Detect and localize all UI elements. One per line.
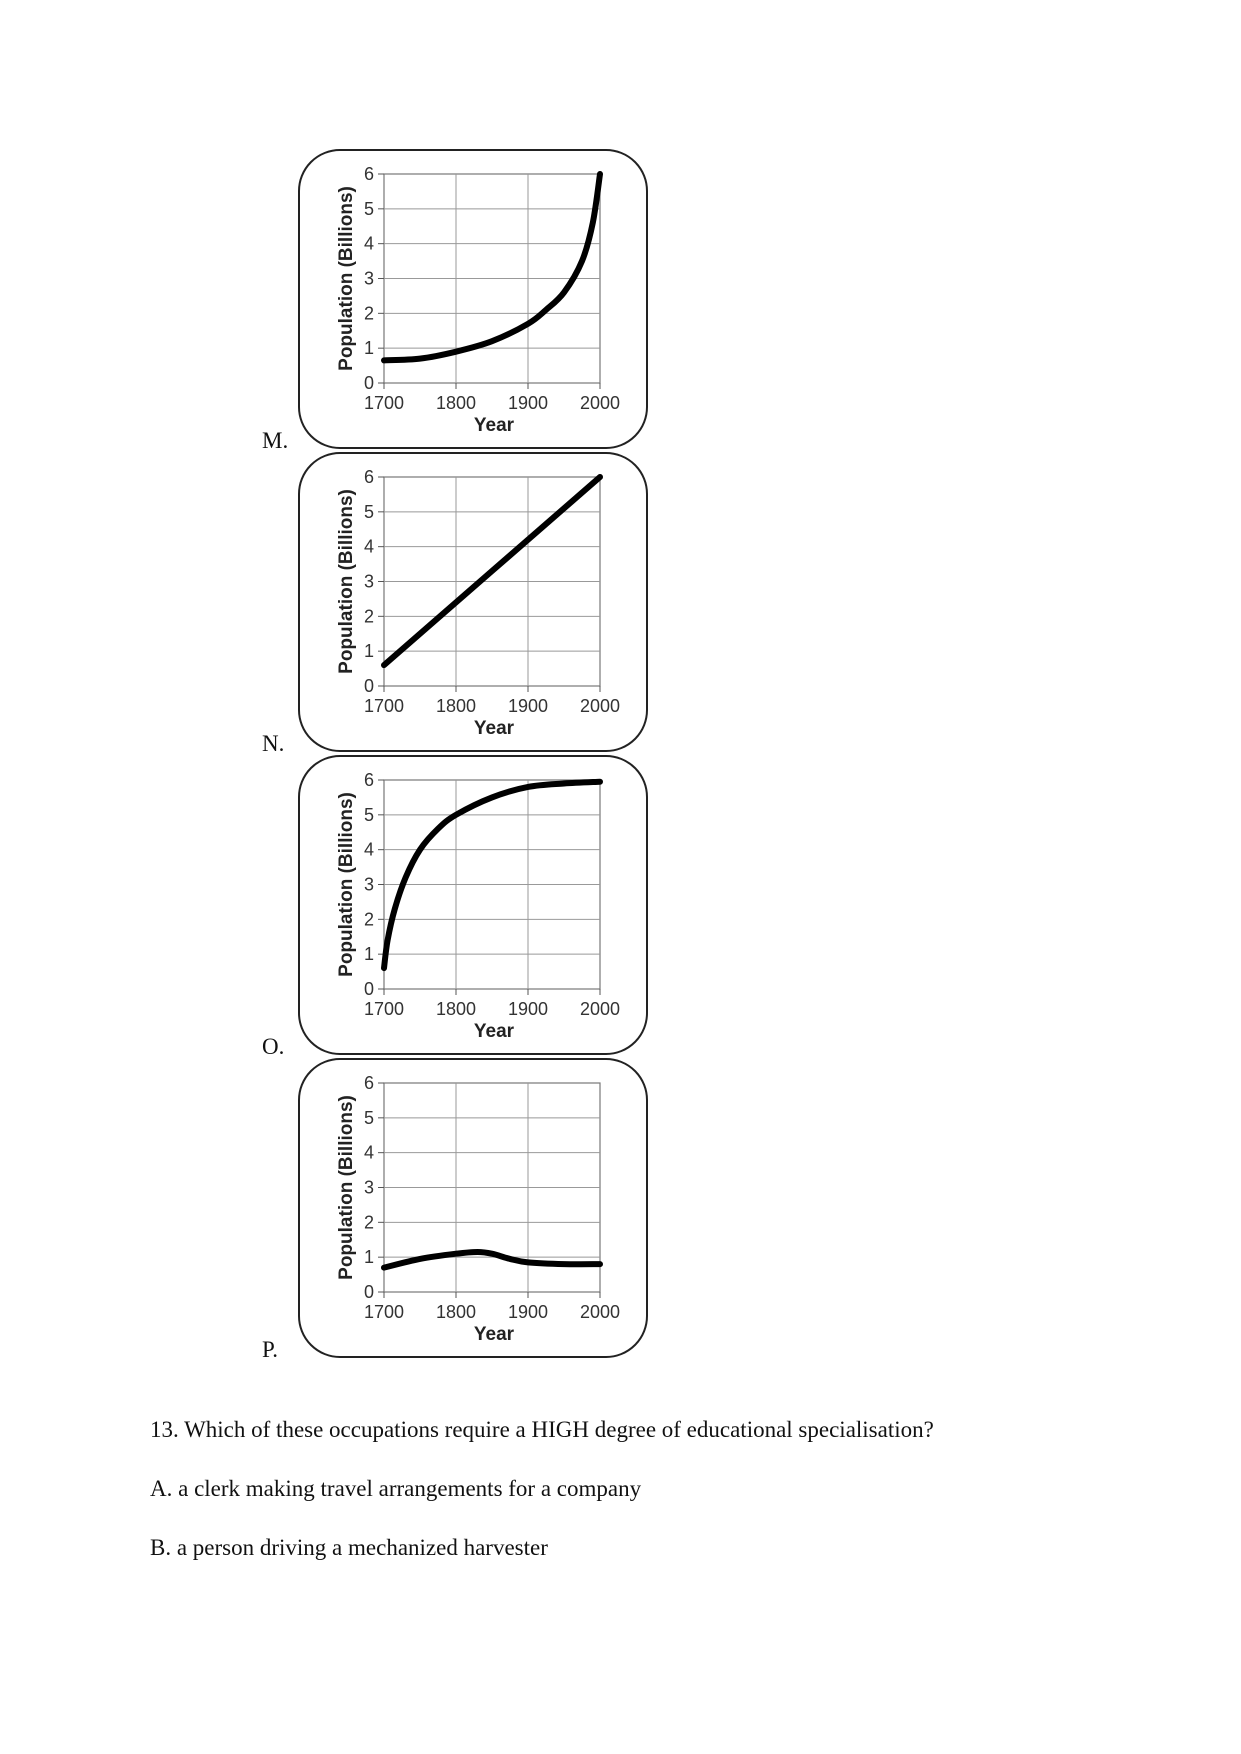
population-line (384, 174, 600, 360)
x-tick-label: 1700 (363, 999, 405, 1019)
y-tick-label: 4 (363, 233, 374, 254)
x-axis-title: Year (473, 1324, 515, 1345)
y-tick-label: 1 (363, 1247, 374, 1268)
x-tick-label: 1800 (435, 1302, 477, 1322)
option-label-m: M. (262, 428, 289, 453)
y-tick-label: 6 (363, 1073, 374, 1093)
y-tick-label: 1 (363, 641, 374, 662)
y-tick-label: 1 (363, 944, 374, 965)
chart-panel-m (298, 149, 648, 449)
chart-panel-n (298, 452, 648, 752)
x-tick-label: 2000 (579, 696, 621, 716)
chart-p (300, 1060, 650, 1360)
y-tick-label: 6 (363, 467, 374, 487)
x-tick-label: 1800 (435, 999, 477, 1019)
question-text: 13. Which of these occupations require a HIGH degree of educational specialisation? (150, 1417, 934, 1442)
chart-m (300, 151, 650, 451)
x-tick-label: 1900 (507, 696, 549, 716)
y-tick-label: 2 (363, 606, 374, 627)
chart-panel-o (298, 755, 648, 1055)
x-axis-title: Year (473, 415, 515, 436)
y-tick-label: 4 (363, 1142, 374, 1163)
y-tick-label: 2 (363, 909, 374, 930)
x-tick-label: 2000 (579, 999, 621, 1019)
y-tick-label: 5 (363, 501, 374, 522)
y-tick-label: 0 (363, 979, 374, 999)
chart-n (300, 454, 650, 754)
y-tick-label: 2 (363, 303, 374, 324)
option-label-n: N. (262, 731, 285, 756)
x-tick-label: 2000 (579, 393, 621, 413)
population-line (384, 1252, 600, 1268)
y-tick-label: 2 (363, 1212, 374, 1233)
answer-b: B. a person driving a mechanized harvester (150, 1535, 548, 1560)
y-tick-label: 0 (363, 676, 374, 696)
y-tick-label: 5 (363, 804, 374, 825)
y-tick-label: 4 (363, 536, 374, 557)
x-tick-label: 1700 (363, 696, 405, 716)
y-tick-label: 5 (363, 1107, 374, 1128)
y-tick-label: 6 (363, 770, 374, 790)
x-tick-label: 1700 (363, 393, 405, 413)
y-tick-label: 6 (363, 164, 374, 184)
y-tick-label: 5 (363, 198, 374, 219)
y-axis-title: Population (Billions) (336, 186, 357, 371)
option-label-o: O. (262, 1034, 285, 1059)
population-line (384, 477, 600, 665)
y-tick-label: 3 (363, 268, 374, 289)
y-axis-title: Population (Billions) (336, 1095, 357, 1280)
chart-o (300, 757, 650, 1057)
population-line (384, 782, 600, 968)
y-tick-label: 4 (363, 839, 374, 860)
y-tick-label: 3 (363, 1177, 374, 1198)
y-axis-title: Population (Billions) (336, 792, 357, 977)
x-tick-label: 1900 (507, 999, 549, 1019)
y-tick-label: 3 (363, 874, 374, 895)
x-tick-label: 1800 (435, 696, 477, 716)
x-axis-title: Year (473, 718, 515, 739)
x-tick-label: 1900 (507, 393, 549, 413)
x-tick-label: 1800 (435, 393, 477, 413)
x-axis-title: Year (473, 1021, 515, 1042)
y-tick-label: 1 (363, 338, 374, 359)
y-axis-title: Population (Billions) (336, 489, 357, 674)
option-label-p: P. (262, 1337, 278, 1362)
answer-a: A. a clerk making travel arrangements for a company (150, 1476, 642, 1501)
x-tick-label: 1900 (507, 1302, 549, 1322)
y-tick-label: 0 (363, 1282, 374, 1302)
x-tick-label: 1700 (363, 1302, 405, 1322)
y-tick-label: 0 (363, 373, 374, 393)
y-tick-label: 3 (363, 571, 374, 592)
x-tick-label: 2000 (579, 1302, 621, 1322)
chart-panel-p (298, 1058, 648, 1358)
